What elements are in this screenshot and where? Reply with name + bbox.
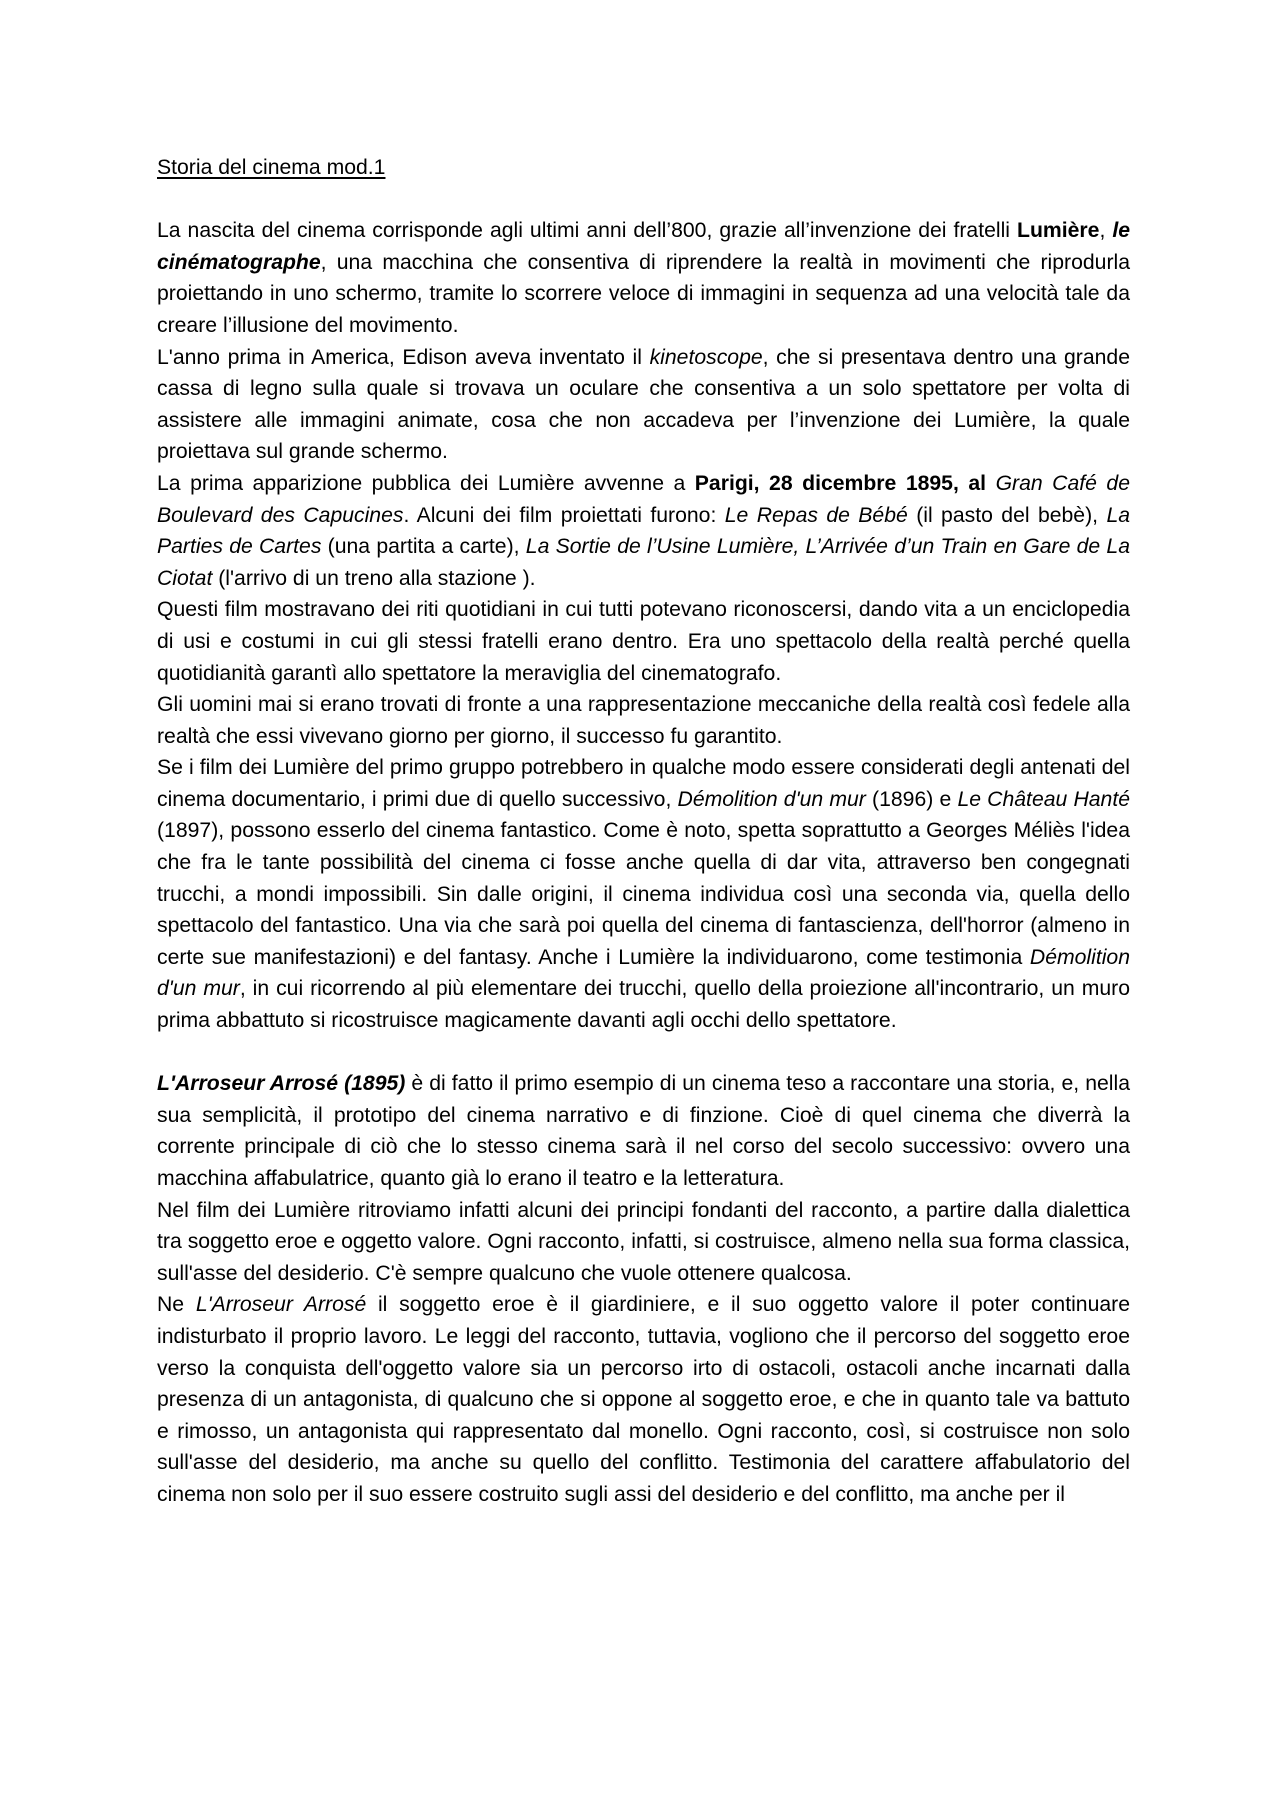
paragraph-hero-antagonist <box>157 1289 1130 1510</box>
text-run: , in cui ricorrendo al più elementare dei trucchi, quello della proiezione all'incontrario, un muro prima abbattuto si ricostruisce magicamente davanti agli occhi dello spettatore. <box>157 977 1130 1033</box>
text-run: , <box>1099 219 1113 243</box>
emphasis-kinetoscope: kinetoscope <box>649 345 763 369</box>
emphasis-lumiere: Lumière <box>1017 219 1100 243</box>
paragraph-narrative-principles: Nel film dei Lumière ritroviamo infatti alcuni dei principi fondanti del racconto, a partire dalla dialettica tra soggetto eroe e oggetto valore. Ogni racconto, infatti, si costruisce, almeno nella sua forma classica, sull'asse del desiderio. C'è sempre qualcuno che vuole ottenere qualcosa. <box>157 1198 1130 1285</box>
emphasis-film-arroseur: L'Arroseur Arrosé (1895) <box>157 1072 406 1096</box>
blank-line <box>157 184 1130 216</box>
film-title: La Parties de Cartes <box>157 503 1131 559</box>
text-run: Se i film dei Lumière del primo gruppo potrebbero in qualche modo essere considerati degli antenati del cinema documentario, i primi due di quello successivo, <box>157 756 1130 811</box>
text-run: La nascita del cinema corrisponde agli ultimi anni dell’800, grazie all’invenzione dei fratelli <box>157 219 1017 243</box>
text-run: Ne <box>157 1293 196 1317</box>
paragraph-birth-of-cinema <box>157 215 1130 341</box>
text-run: , che si presentava dentro una grande cassa di legno sulla quale si trovava un oculare che consentiva a un solo spettatore per volta di assistere alle immagini animate, cosa che non accadeva per l’invenzione dei Lumière, la quale proiettava sul grande schermo. <box>157 345 1130 464</box>
paragraph-arroseur-arrose <box>157 1068 1130 1194</box>
text-run: (1896) e <box>865 787 958 811</box>
text-run: . Alcuni dei film proiettati furono: <box>403 503 725 527</box>
film-title: Démolition d'un mur <box>677 787 866 811</box>
document-title: Storia del cinema mod.1 <box>157 156 386 179</box>
emphasis-place-date: Parigi, 28 dicembre 1895, al <box>694 471 987 495</box>
film-title: L'Arroseur Arrosé <box>195 1293 367 1317</box>
film-title: La Sortie de l’Usine Lumière, L’Arrivée d’un Train en Gare de La Ciotat <box>157 535 1130 590</box>
paragraph-kinetoscope <box>157 342 1130 468</box>
document-page <box>157 152 1130 1511</box>
text-run: (1897), possono esserlo del cinema fantastico. Come è noto, spetta soprattutto a Georges Méliès l'idea che fra le tante possibilità del cinema ci fosse anche quella di dar vita, attraverso ben congegnati trucchi, a mondi impossibili. Sin dalle origini, il cinema individua così una seconda via, quella dello spettacolo del fantastico. Una via che sarà poi quella del cinema di fantascienza, dell'horror (almeno in certe sue manifestazioni) e del fantasy. Anche i Lumière la individuarono, come testimonia <box>157 819 1130 969</box>
emphasis-cinematographe: le cinématographe <box>157 219 1130 274</box>
text-run: il soggetto eroe è il giardiniere, e il suo oggetto valore il poter continuare indisturbato il proprio lavoro. Le leggi del racconto, tuttavia, vogliono che il percorso del soggetto eroe verso la conquista dell'oggetto valore sia un percorso irto di ostacoli, ostacoli anche incarnati dalla presenza di un antagonista, di qualcuno che si oppone al soggetto eroe, e che in quanto tale va battuto e rimosso, un antagonista qui rappresentato dal monello. Ogni racconto, così, si costruisce non solo sull'asse del desiderio, ma anche su quello del conflitto. Testimonia del carattere affabulatorio del cinema non solo per il suo essere costruito sugli assi del desiderio e del conflitto, ma anche per il <box>157 1293 1130 1506</box>
paragraph-success: Gli uomini mai si erano trovati di fronte a una rappresentazione meccaniche della realtà così fedele alla realtà che essi vivevano giorno per giorno, il successo fu garantito. <box>157 693 1130 748</box>
text-run: La prima apparizione pubblica dei Lumière avvenne a <box>157 471 695 495</box>
paragraph-fantastic-cinema <box>157 752 1130 1036</box>
emphasis-cafe: Gran Café de Boulevard des Capucines <box>157 471 1130 527</box>
text-run: L'anno prima in America, Edison aveva inventato il <box>157 345 650 369</box>
text-run <box>986 472 996 495</box>
text-run: è di fatto il primo esempio di un cinema teso a raccontare una storia, e, nella sua semplicità, il prototipo del cinema narrativo e di finzione. Cioè di quel cinema che diverrà la corrente principale di ciò che lo stesso cinema sarà il nel corso del secolo successivo: ovvero una macchina affabulatrice, quanto già lo erano il teatro e la letteratura. <box>157 1072 1130 1190</box>
text-run: (una partita a carte), <box>321 535 526 559</box>
paragraph-first-screening <box>157 468 1130 594</box>
text-run: (l'arrivo di un treno alla stazione ). <box>212 566 536 590</box>
paragraph-daily-rituals: Questi film mostravano dei riti quotidiani in cui tutti potevano riconoscersi, dando vita a un enciclopedia di usi e costumi in cui gli stessi fratelli erano dentro. Era uno spettacolo della realtà perché quella quotidianità garantì allo spettatore la meraviglia del cinematografo. <box>157 598 1130 685</box>
film-title: Le Repas de Bébé <box>724 503 908 527</box>
text-run: (il pasto del bebè), <box>907 503 1107 527</box>
blank-line <box>157 1037 1130 1069</box>
film-title: Le Château Hanté <box>957 787 1131 811</box>
film-title: Démolition d'un mur <box>157 945 1130 1001</box>
text-run: , una macchina che consentiva di riprendere la realtà in movimenti che riprodurla proiettando in uno schermo, tramite lo scorrere veloce di immagini in sequenza ad una velocità tale da creare l’illusione del movimento. <box>157 250 1130 337</box>
